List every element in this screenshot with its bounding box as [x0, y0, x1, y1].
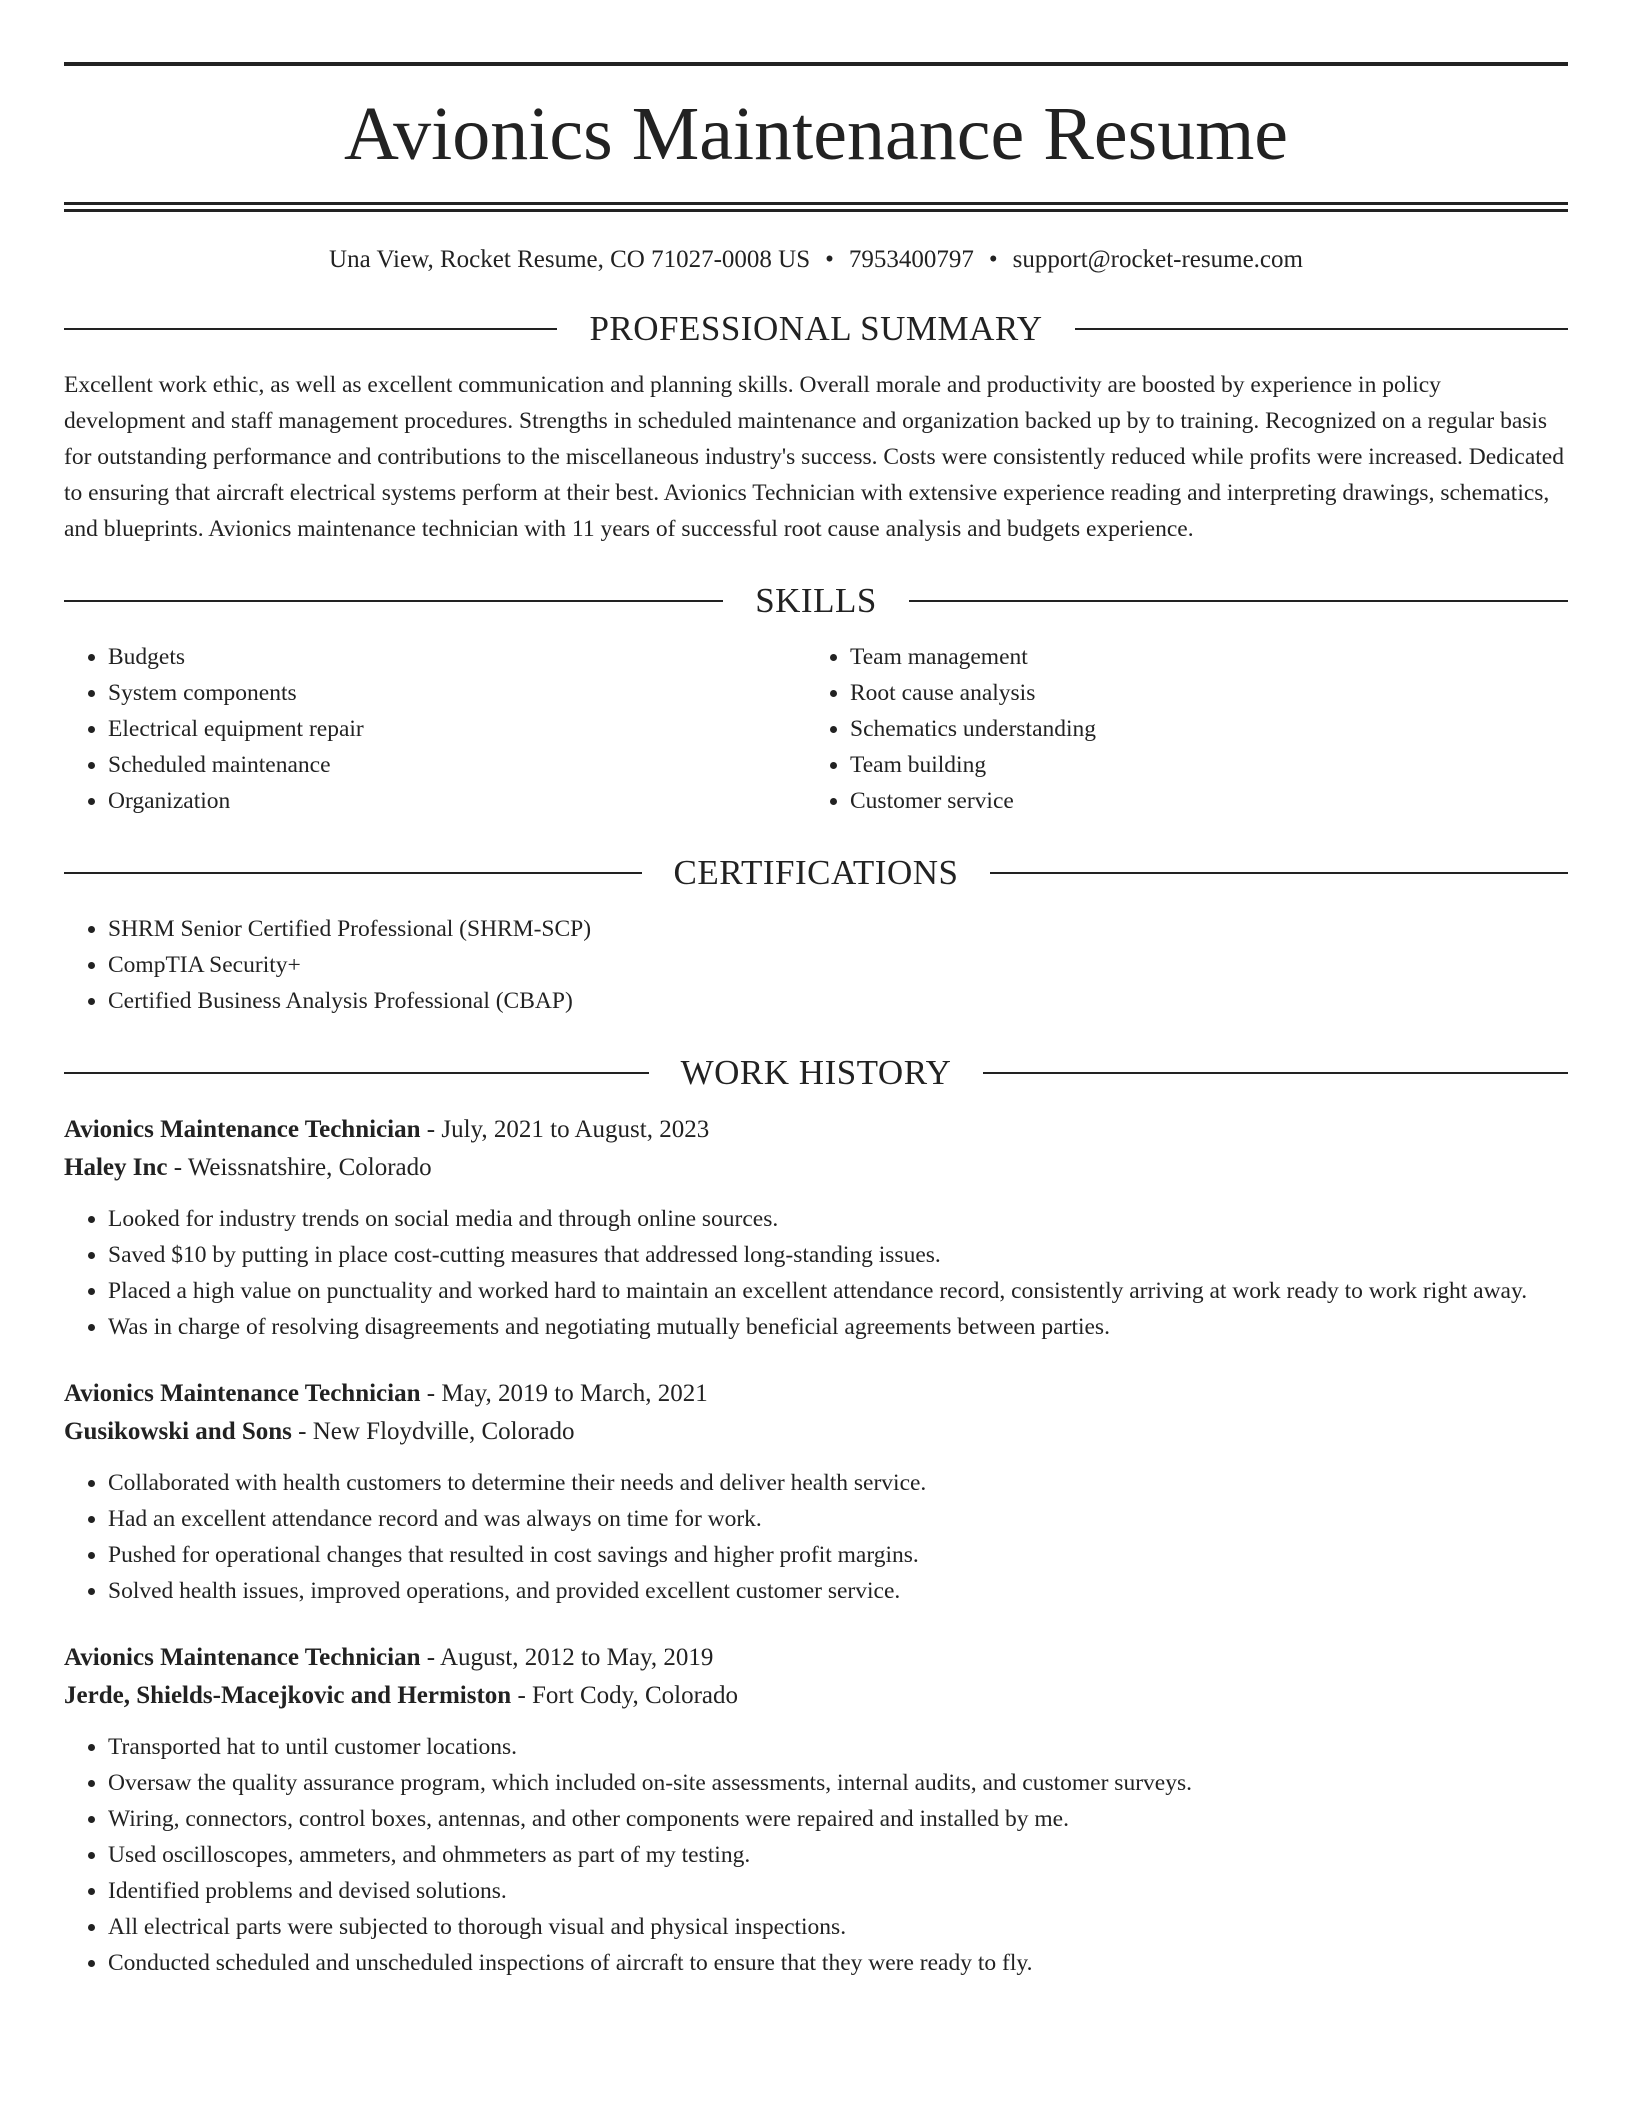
job-title: Avionics Maintenance Technician — [64, 1644, 421, 1671]
job-bullets — [64, 1201, 1568, 1345]
job-location: - Fort Cody, Colorado — [511, 1682, 739, 1709]
job-bullet: • Was in charge of resolving disagreements and negotiating mutually beneficial agreements between parties. — [108, 1309, 1568, 1345]
skill-item: • Schematics understanding — [850, 711, 1548, 747]
job-bullet: • Used oscilloscopes, ammeters, and ohmmeters as part of my testing. — [108, 1837, 1568, 1873]
contact-email[interactable]: support@rocket-resume.com — [1012, 246, 1303, 273]
job-bullet: • Had an excellent attendance record and was always on time for work. — [108, 1501, 1568, 1537]
certification-item: • Certified Business Analysis Professional (CBAP) — [108, 983, 1568, 1019]
certifications-heading: CERTIFICATIONS — [673, 853, 959, 892]
job-bullets — [64, 1729, 1568, 1981]
skill-item: • Electrical equipment repair — [108, 711, 806, 747]
skills-column-left — [64, 639, 806, 819]
job-bullet: • Collaborated with health customers to determine their needs and deliver health service. — [108, 1465, 1568, 1501]
skill-item: • System components — [108, 675, 806, 711]
heading-rule-right — [1075, 328, 1568, 330]
job-location: - Weissnatshire, Colorado — [167, 1154, 432, 1181]
job-title-line — [64, 1111, 1568, 1149]
summary-section-heading — [64, 309, 1568, 349]
job-title-line — [64, 1639, 1568, 1677]
contact-address: Una View, Rocket Resume, CO 71027-0008 US — [329, 246, 811, 273]
job-company: Gusikowski and Sons — [64, 1418, 292, 1445]
page-title: Avionics Maintenance Resume — [343, 92, 1289, 176]
job-bullet: • Pushed for operational changes that resulted in cost savings and higher profit margins. — [108, 1537, 1568, 1573]
job-bullet: • Wiring, connectors, control boxes, antennas, and other components were repaired and installed by me. — [108, 1801, 1568, 1837]
job-bullet: • Oversaw the quality assurance program, which included on-site assessments, internal audits, and customer surveys. — [108, 1765, 1568, 1801]
skills-list — [64, 639, 1568, 819]
job-title-line — [64, 1375, 1568, 1413]
heading-rule-right — [990, 872, 1568, 874]
job-dates: - August, 2012 to May, 2019 — [420, 1644, 714, 1671]
job-bullet: • Placed a high value on punctuality and worked hard to maintain an excellent attendance record, consistently arriving at work ready to work right away. — [108, 1273, 1568, 1309]
job-dates: - May, 2019 to March, 2021 — [420, 1380, 708, 1407]
heading-rule-right — [983, 1072, 1568, 1074]
certifications-list — [64, 911, 1568, 1019]
job-bullet: • Conducted scheduled and unscheduled inspections of aircraft to ensure that they were ready to fly. — [108, 1945, 1568, 1981]
contact-line — [64, 245, 1568, 275]
skill-item: • Budgets — [108, 639, 806, 675]
certifications-section-heading — [64, 853, 1568, 893]
job-bullet: • Transported hat to until customer locations. — [108, 1729, 1568, 1765]
job-company-line — [64, 1677, 1568, 1715]
job-location: - New Floydville, Colorado — [291, 1418, 575, 1445]
skill-item: • Team building — [850, 747, 1548, 783]
skill-item: • Customer service — [850, 783, 1548, 819]
contact-separator: • — [825, 246, 834, 273]
work-section-heading — [64, 1053, 1568, 1093]
job-company-line — [64, 1413, 1568, 1451]
top-rule — [64, 62, 1568, 66]
skills-column-right — [806, 639, 1548, 819]
resume-page — [64, 62, 1568, 1981]
job-bullet: • Solved health issues, improved operations, and provided excellent customer service. — [108, 1573, 1568, 1609]
job-title: Avionics Maintenance Technician — [64, 1380, 421, 1407]
job-dates: - July, 2021 to August, 2023 — [420, 1116, 710, 1143]
title-double-rule — [64, 202, 1568, 212]
contact-separator: • — [988, 246, 998, 273]
job-entry — [64, 1375, 1568, 1609]
summary-heading: PROFESSIONAL SUMMARY — [589, 309, 1043, 348]
heading-rule-left — [64, 1072, 649, 1074]
skill-item: • Scheduled maintenance — [108, 747, 806, 783]
job-company: Haley Inc — [64, 1154, 168, 1181]
job-company: Jerde, Shields-Macejkovic and Hermiston — [64, 1682, 512, 1709]
heading-rule-left — [64, 328, 557, 330]
work-heading: WORK HISTORY — [680, 1053, 952, 1092]
skills-section-heading — [64, 581, 1568, 621]
skill-item: • Root cause analysis — [850, 675, 1548, 711]
certification-item: • SHRM Senior Certified Professional (SHRM-SCP) — [108, 911, 1568, 947]
certification-item: • CompTIA Security+ — [108, 947, 1568, 983]
heading-rule-left — [64, 600, 723, 602]
job-entry — [64, 1639, 1568, 1981]
job-company-line — [64, 1149, 1568, 1187]
job-entry — [64, 1111, 1568, 1345]
skills-heading: SKILLS — [755, 581, 877, 620]
job-bullets — [64, 1465, 1568, 1609]
heading-rule-left — [64, 872, 642, 874]
job-bullet: • Looked for industry trends on social media and through online sources. — [108, 1201, 1568, 1237]
skill-item: • Team management — [850, 639, 1548, 675]
summary-text: Excellent work ethic, as well as excellent communication and planning skills. Overall morale and productivity are boosted by experience in policy development and staff management procedures. Strengths in scheduled maintenance and organization backed up by to training. Recognized on a regular basis for outstanding performance and contributions to the miscellaneous industry's success. Costs were consistently reduced while profits were increased. Dedicated to ensuring that aircraft electrical systems perform at their best. Avionics Technician with extensive experience reading and interpreting drawings, schematics, and blueprints. Avionics maintenance technician with 11 years of successful root cause analysis and budgets experience. — [64, 372, 1564, 542]
job-bullet: • All electrical parts were subjected to thorough visual and physical inspections. — [108, 1909, 1568, 1945]
job-bullet: • Identified problems and devised solutions. — [108, 1873, 1568, 1909]
job-title: Avionics Maintenance Technician — [64, 1116, 421, 1143]
job-bullet: • Saved $10 by putting in place cost-cutting measures that addressed long-standing issues. — [108, 1237, 1568, 1273]
heading-rule-right — [909, 600, 1568, 602]
skill-item: • Organization — [108, 783, 806, 819]
contact-phone: 7953400797 — [848, 246, 974, 273]
